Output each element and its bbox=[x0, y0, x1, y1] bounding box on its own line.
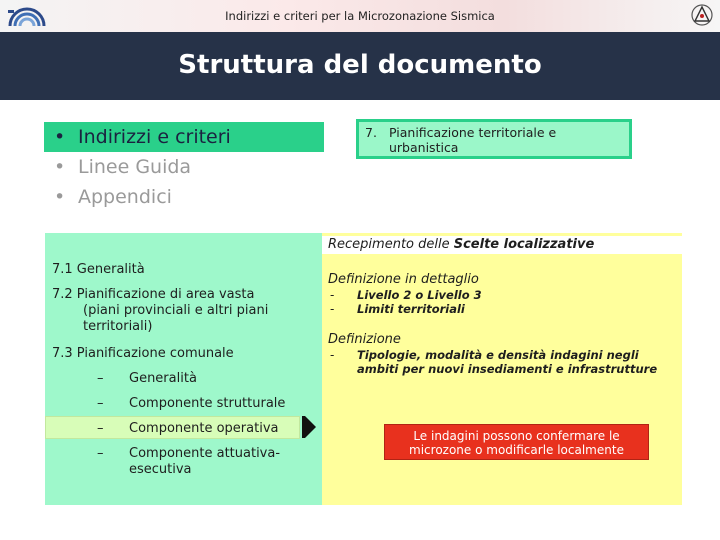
sub-item-generalita[interactable]: Generalità bbox=[129, 371, 197, 386]
slide-title: Struttura del documento bbox=[178, 50, 542, 80]
header-title: Indirizzi e criteri per la Microzonazione Sismica bbox=[225, 9, 495, 23]
section-7-2-line3: territoriali) bbox=[83, 319, 153, 334]
section-number: 7. bbox=[365, 125, 377, 140]
bullet: • bbox=[54, 186, 66, 208]
sub-item-operativa[interactable]: Componente operativa bbox=[129, 421, 279, 436]
pointer-arrow-icon bbox=[305, 416, 316, 438]
dash: – bbox=[97, 421, 104, 436]
bullet: • bbox=[54, 156, 66, 178]
definition-item-limiti: Limiti territoriali bbox=[357, 302, 465, 316]
definition-tipologie-line2: ambiti per nuovi insediamenti e infrastrutture bbox=[357, 362, 658, 376]
nav-item-linee-guida[interactable] bbox=[44, 152, 324, 182]
note-line1: Le indagini possono confermare le bbox=[413, 429, 620, 443]
dash: - bbox=[330, 302, 335, 316]
nav-item-label: Appendici bbox=[78, 186, 172, 208]
heading-prefix: Recepimento delle bbox=[328, 237, 454, 252]
nav-item-label: Indirizzi e criteri bbox=[78, 126, 231, 148]
dash: - bbox=[330, 288, 335, 302]
sub-item-strutturale[interactable]: Componente strutturale bbox=[129, 396, 286, 411]
bullet: • bbox=[54, 126, 66, 148]
heading-emphasis: Scelte localizzative bbox=[453, 237, 595, 252]
section-7-2[interactable]: 7.2 Pianificazione di area vasta bbox=[52, 287, 255, 302]
sub-item-attuativa[interactable]: Componente attuativa- bbox=[129, 446, 281, 461]
nav-item-appendici[interactable] bbox=[44, 182, 324, 212]
document-nav bbox=[44, 122, 324, 212]
nav-item-label: Linee Guida bbox=[78, 156, 192, 178]
dash: – bbox=[97, 371, 104, 386]
dash: – bbox=[97, 396, 104, 411]
section-7-inner bbox=[359, 122, 629, 156]
section-7-box bbox=[356, 119, 632, 159]
civil-protection-emblem-icon bbox=[690, 3, 714, 27]
definition-detail-label: Definizione in dettaglio bbox=[328, 272, 479, 287]
section-7-1[interactable]: 7.1 Generalità bbox=[52, 262, 145, 277]
sub-item-attuativa-line2: esecutiva bbox=[129, 462, 192, 477]
right-panel-heading bbox=[328, 237, 594, 252]
note-line2: microzone o modificarle localmente bbox=[409, 443, 624, 457]
definition-item-livello: Livello 2 o Livello 3 bbox=[357, 288, 482, 302]
definition-tipologie-line1: Tipologie, modalità e densità indagini negli bbox=[357, 348, 639, 362]
note-box bbox=[384, 424, 649, 460]
section-7-2-line2: (piani provinciali e altri piani bbox=[83, 303, 269, 318]
definition-label: Definizione bbox=[328, 332, 401, 347]
section-7-3[interactable]: 7.3 Pianificazione comunale bbox=[52, 346, 234, 361]
dash: – bbox=[97, 446, 104, 461]
section-title: Pianificazione territoriale e urbanistica bbox=[389, 125, 557, 155]
dash: - bbox=[330, 348, 335, 362]
nav-item-indirizzi[interactable] bbox=[44, 122, 324, 152]
